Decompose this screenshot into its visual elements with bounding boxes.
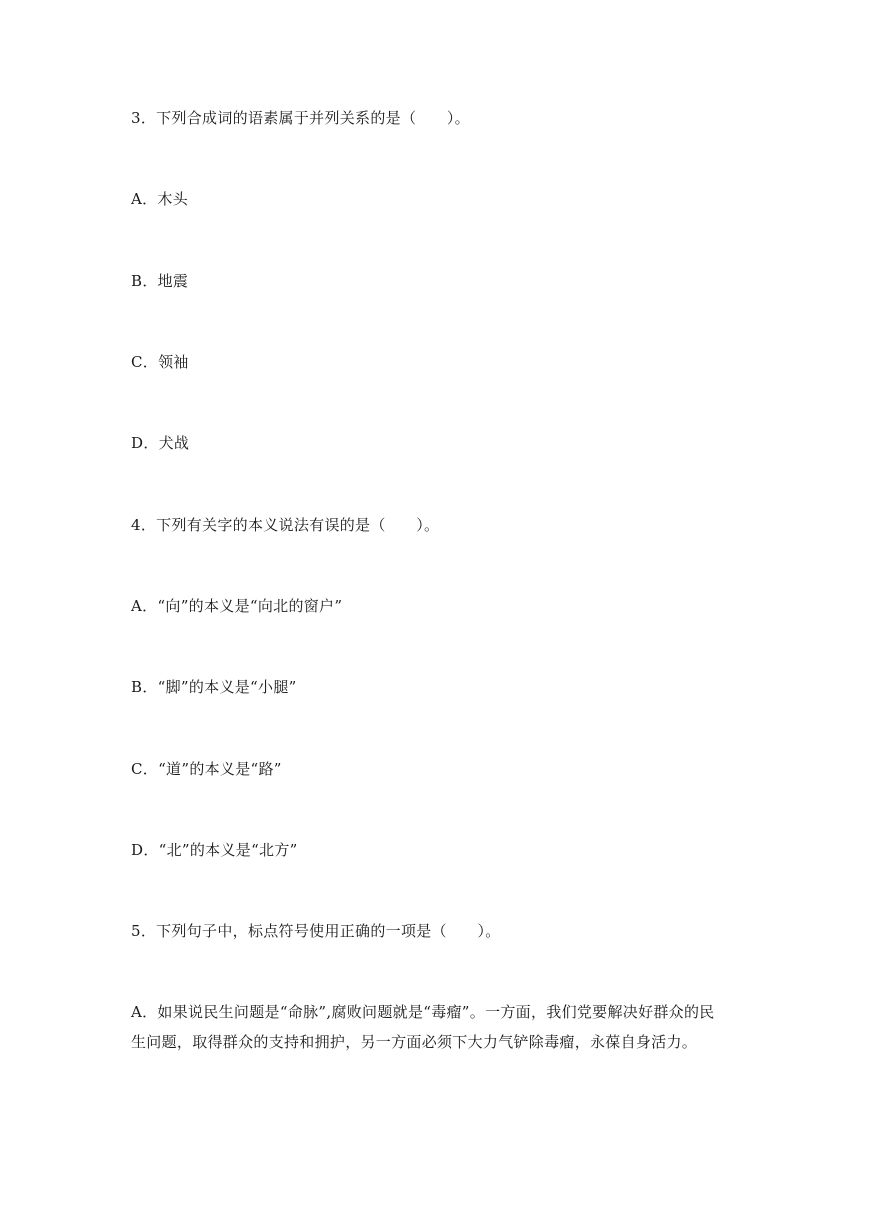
- question-4-option-a: A．“向”的本义是“向北的窗户”: [131, 597, 343, 615]
- question-3-option-a: A．木头: [131, 190, 189, 208]
- question-5-option-a-line-1: A．如果说民生问题是“命脉”,腐败问题就是“毒瘤”。一方面，我们党要解决好群众的民: [131, 1003, 715, 1021]
- question-4-option-c: C．“道”的本义是“路”: [131, 760, 282, 778]
- question-4-option-d: D．“北”的本义是“北方”: [131, 841, 298, 859]
- question-3-option-b: B．地震: [131, 272, 189, 290]
- question-5-option-a-line-2: 生问题，取得群众的支持和拥护，另一方面必须下大力气铲除毒瘤，永葆自身活力。: [131, 1033, 698, 1051]
- question-3-option-c: C．领袖: [131, 353, 189, 371]
- question-3-stem: 3．下列合成词的语素属于并列关系的是（ ）。: [131, 109, 470, 127]
- question-5-option-a: [131, 997, 756, 1057]
- question-5-stem: 5．下列句子中，标点符号使用正确的一项是（ ）。: [131, 922, 501, 940]
- question-4-option-b: B．“脚”的本义是“小腿”: [131, 678, 297, 696]
- question-4-stem: 4．下列有关字的本义说法有误的是（ ）。: [131, 516, 440, 534]
- question-3-option-d: D．犬战: [131, 434, 190, 452]
